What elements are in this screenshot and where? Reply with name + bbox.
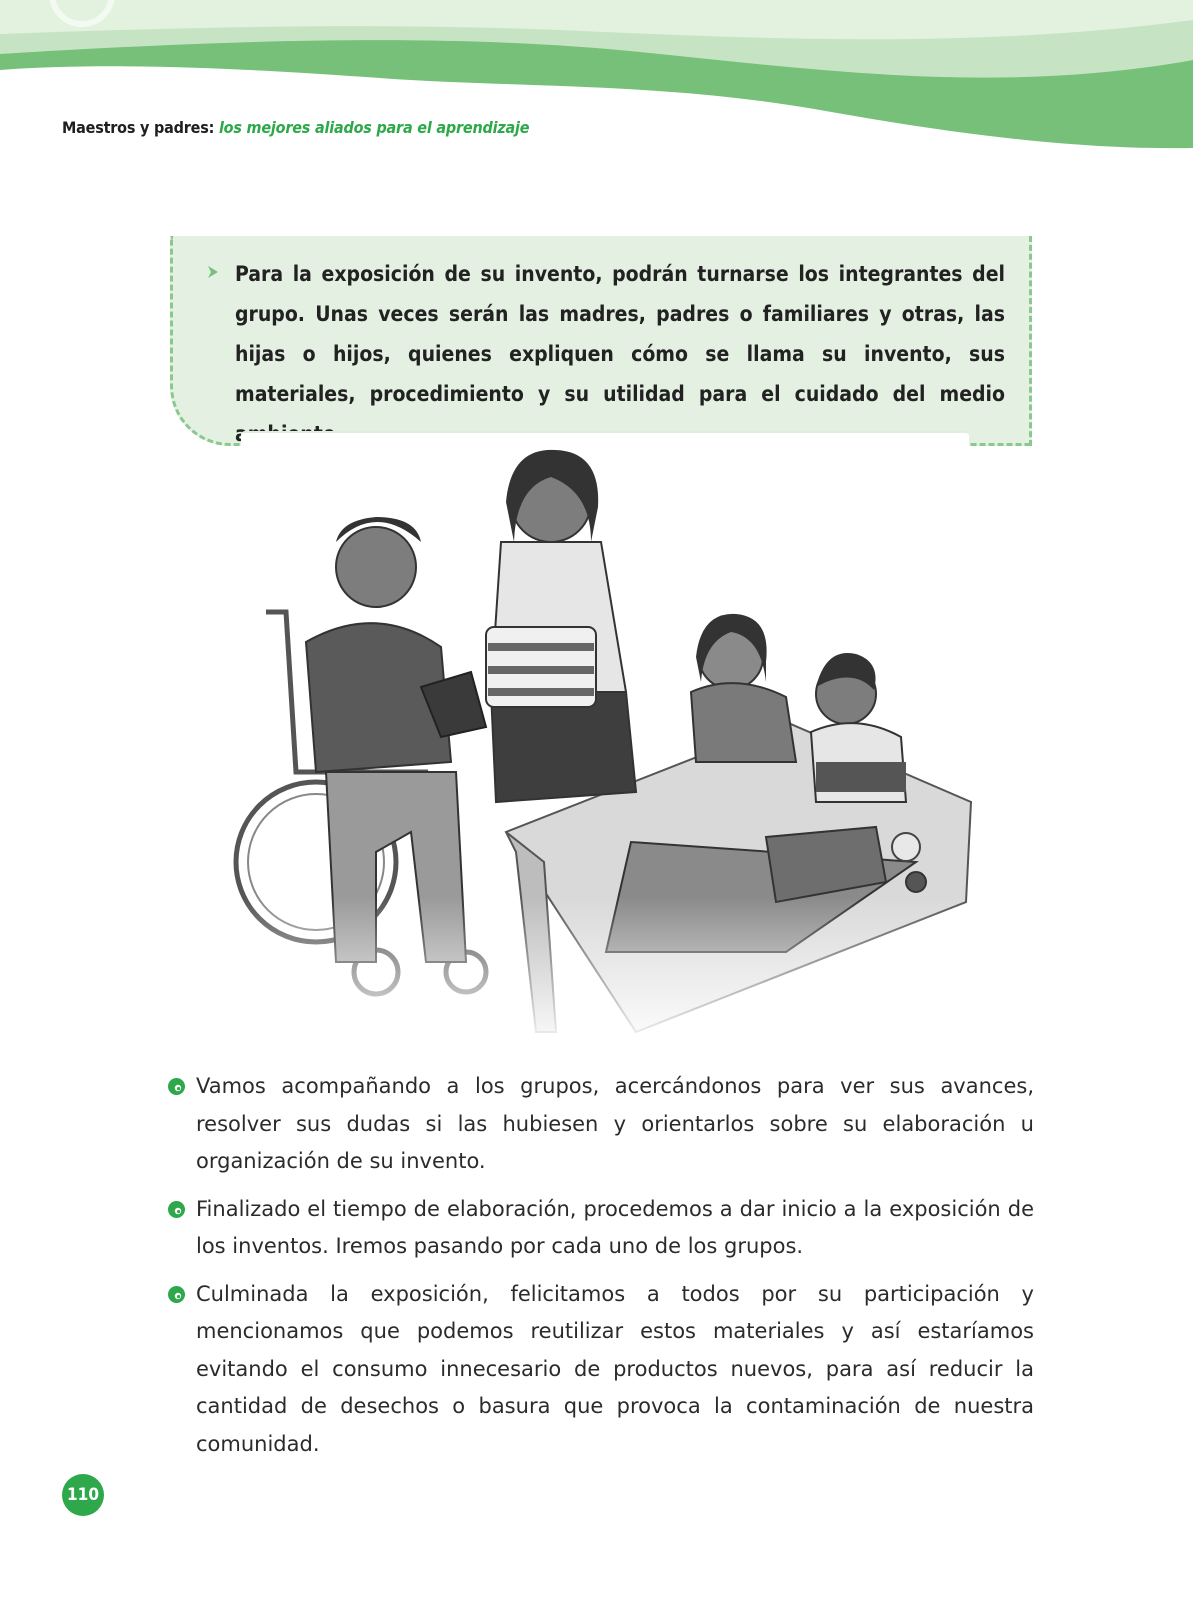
- list-item: [168, 1068, 1034, 1181]
- green-bullet-icon: [168, 1201, 185, 1218]
- list-item-text: Culminada la exposición, felicitamos a todos por su participación y mencionamos que podemos reutilizar estos materiales y así estaríamos evitando el consumo innecesario de productos nuevos, para así reducir la cantidad de desechos o basura que provoca la contaminación de nuestra comunidad.: [196, 1281, 1034, 1456]
- list-item: [168, 1191, 1034, 1266]
- bullet-list: [168, 1068, 1034, 1473]
- page-number-badge: [62, 1474, 104, 1516]
- running-header: [62, 118, 529, 137]
- callout-text: Para la exposición de su invento, podrán turnarse los integrantes del grupo. Unas veces serán las madres, padres o familiares y otras, las hijas o hijos, quienes expliquen cómo se llama su invento, sus materiales, procedimiento y su utilidad para el cuidado del medio: [235, 262, 1005, 406]
- list-item-text: Finalizado el tiempo de elaboración, procedemos a dar inicio a la exposición de los inventos. Iremos pasando por cada uno de los grupos.: [196, 1196, 1034, 1258]
- chevron-right-icon: [205, 264, 221, 280]
- green-bullet-icon: [168, 1286, 185, 1303]
- page-number: 110: [67, 1485, 99, 1505]
- family-invention-illustration: [226, 432, 986, 1052]
- running-header-subtitle: los mejores aliados para el aprendizaje: [218, 118, 530, 137]
- instruction-callout: [170, 236, 1032, 446]
- list-item-text: Vamos acompañando a los grupos, acercándonos para ver sus avances, resolver sus dudas si las hubiesen y orientarlos sobre su elaboración u organización de su invento.: [196, 1074, 1034, 1173]
- green-bullet-icon: [168, 1078, 185, 1095]
- running-header-title: Maestros y padres:: [62, 118, 215, 137]
- list-item: [168, 1276, 1034, 1464]
